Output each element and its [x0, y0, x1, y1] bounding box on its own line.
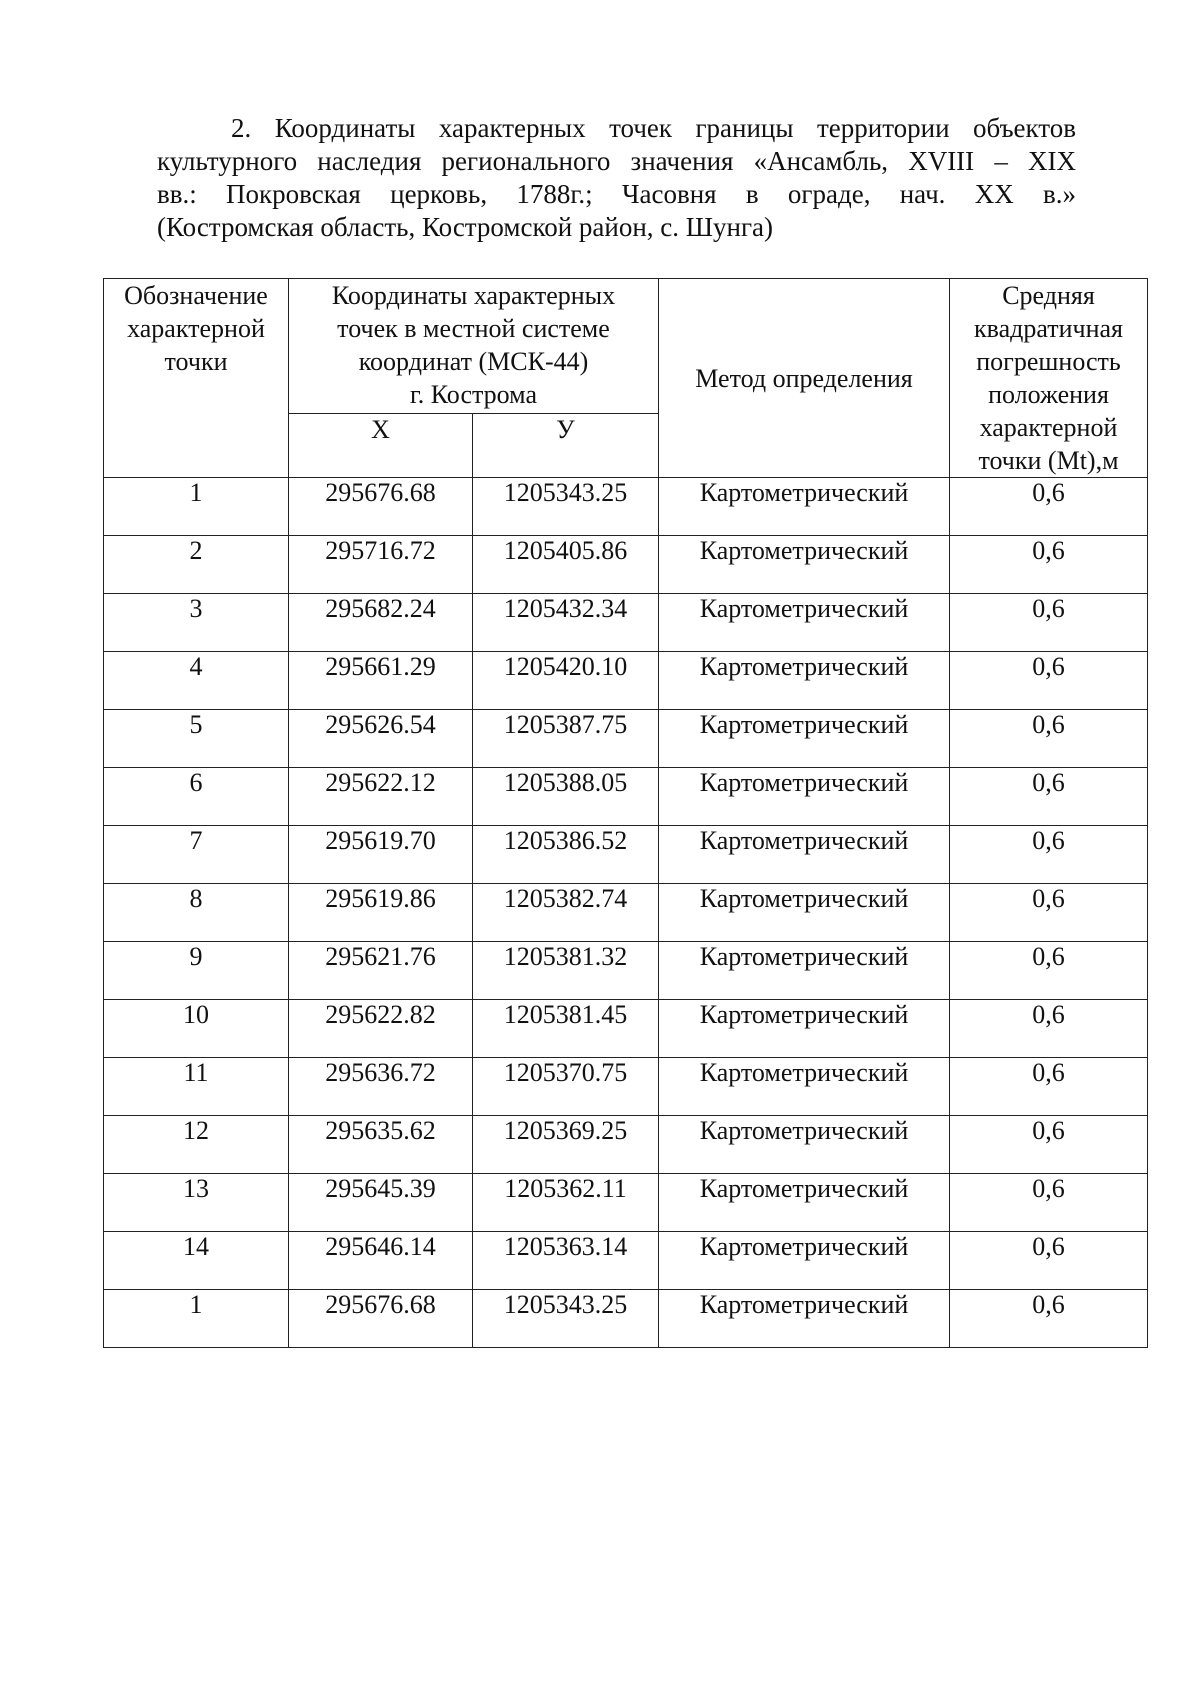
cell-point: 9: [104, 942, 289, 1000]
table-row: [104, 1058, 1148, 1116]
cell-point: 1: [104, 1290, 289, 1348]
cell-point: 14: [104, 1232, 289, 1290]
cell-point: 10: [104, 1000, 289, 1058]
cell-x: 295676.68: [289, 1290, 473, 1348]
cell-x: 295661.29: [289, 652, 473, 710]
cell-point: 1: [104, 478, 289, 536]
cell-x: 295635.62: [289, 1116, 473, 1174]
cell-x: 295682.24: [289, 594, 473, 652]
cell-point: 7: [104, 826, 289, 884]
cell-x: 295645.39: [289, 1174, 473, 1232]
cell-y: 1205343.25: [473, 478, 659, 536]
table-body: [104, 478, 1148, 1348]
cell-y: 1205405.86: [473, 536, 659, 594]
table-row: [104, 710, 1148, 768]
header-coordinates: Координаты характерных точек в местной системе координат (МСК-44) г. Кострома: [289, 279, 659, 414]
cell-error: 0,6: [950, 478, 1148, 536]
cell-method: Картометрический: [659, 594, 950, 652]
table-row: [104, 826, 1148, 884]
cell-x: 295676.68: [289, 478, 473, 536]
cell-point: 12: [104, 1116, 289, 1174]
cell-x: 295619.86: [289, 884, 473, 942]
cell-error: 0,6: [950, 942, 1148, 1000]
cell-y: 1205343.25: [473, 1290, 659, 1348]
cell-point: 2: [104, 536, 289, 594]
cell-y: 1205369.25: [473, 1116, 659, 1174]
cell-method: Картометрический: [659, 536, 950, 594]
table-row: [104, 1290, 1148, 1348]
cell-y: 1205388.05: [473, 768, 659, 826]
cell-point: 8: [104, 884, 289, 942]
cell-method: Картометрический: [659, 1116, 950, 1174]
header-y: У: [473, 414, 659, 478]
cell-error: 0,6: [950, 1232, 1148, 1290]
cell-method: Картометрический: [659, 1290, 950, 1348]
cell-point: 4: [104, 652, 289, 710]
cell-method: Картометрический: [659, 652, 950, 710]
cell-x: 295619.70: [289, 826, 473, 884]
cell-method: Картометрический: [659, 1232, 950, 1290]
cell-method: Картометрический: [659, 942, 950, 1000]
cell-point: 3: [104, 594, 289, 652]
cell-point: 11: [104, 1058, 289, 1116]
cell-method: Картометрический: [659, 768, 950, 826]
table-header: [104, 279, 1148, 478]
table-row: [104, 1174, 1148, 1232]
table-row: [104, 768, 1148, 826]
cell-y: 1205381.32: [473, 942, 659, 1000]
cell-error: 0,6: [950, 1116, 1148, 1174]
heading-line-4: (Костромская область, Костромской район, с. Шунга): [157, 212, 774, 242]
cell-x: 295626.54: [289, 710, 473, 768]
cell-y: 1205420.10: [473, 652, 659, 710]
cell-error: 0,6: [950, 710, 1148, 768]
heading-line-2: культурного наследия регионального значения «Ансамбль, XVIII – XIX: [157, 146, 1076, 176]
cell-x: 295622.12: [289, 768, 473, 826]
cell-error: 0,6: [950, 594, 1148, 652]
table-row: [104, 1232, 1148, 1290]
header-x: Х: [289, 414, 473, 478]
cell-error: 0,6: [950, 1174, 1148, 1232]
cell-error: 0,6: [950, 768, 1148, 826]
cell-method: Картометрический: [659, 710, 950, 768]
table-row: [104, 1116, 1148, 1174]
heading-line-1: 2. Координаты характерных точек границы территории объектов: [231, 113, 1076, 143]
table-row: [104, 942, 1148, 1000]
cell-error: 0,6: [950, 826, 1148, 884]
cell-error: 0,6: [950, 652, 1148, 710]
cell-error: 0,6: [950, 884, 1148, 942]
cell-error: 0,6: [950, 1058, 1148, 1116]
cell-y: 1205363.14: [473, 1232, 659, 1290]
cell-error: 0,6: [950, 1290, 1148, 1348]
cell-y: 1205382.74: [473, 884, 659, 942]
cell-y: 1205381.45: [473, 1000, 659, 1058]
cell-x: 295716.72: [289, 536, 473, 594]
cell-point: 13: [104, 1174, 289, 1232]
header-method: Метод определения: [659, 279, 950, 478]
cell-method: Картометрический: [659, 884, 950, 942]
table-row: [104, 884, 1148, 942]
cell-x: 295646.14: [289, 1232, 473, 1290]
table-row: [104, 1000, 1148, 1058]
coordinates-table: [103, 278, 1148, 1348]
cell-y: 1205432.34: [473, 594, 659, 652]
cell-y: 1205370.75: [473, 1058, 659, 1116]
cell-point: 6: [104, 768, 289, 826]
cell-x: 295622.82: [289, 1000, 473, 1058]
cell-x: 295636.72: [289, 1058, 473, 1116]
cell-method: Картометрический: [659, 826, 950, 884]
cell-method: Картометрический: [659, 1174, 950, 1232]
header-point-designation: Обозначение характерной точки: [104, 279, 289, 478]
cell-y: 1205386.52: [473, 826, 659, 884]
header-mean-square-error: Средняя квадратичная погрешность положения характерной точки (Mt),м: [950, 279, 1148, 478]
cell-method: Картометрический: [659, 1000, 950, 1058]
heading-line-3: вв.: Покровская церковь, 1788г.; Часовня в ограде, нач. XX в.»: [157, 179, 1076, 209]
cell-error: 0,6: [950, 1000, 1148, 1058]
table-row: [104, 536, 1148, 594]
cell-error: 0,6: [950, 536, 1148, 594]
cell-y: 1205362.11: [473, 1174, 659, 1232]
table-row: [104, 594, 1148, 652]
cell-method: Картометрический: [659, 478, 950, 536]
cell-y: 1205387.75: [473, 710, 659, 768]
table-row: [104, 478, 1148, 536]
document-heading: [157, 112, 1076, 244]
cell-point: 5: [104, 710, 289, 768]
cell-method: Картометрический: [659, 1058, 950, 1116]
table-row: [104, 652, 1148, 710]
cell-x: 295621.76: [289, 942, 473, 1000]
